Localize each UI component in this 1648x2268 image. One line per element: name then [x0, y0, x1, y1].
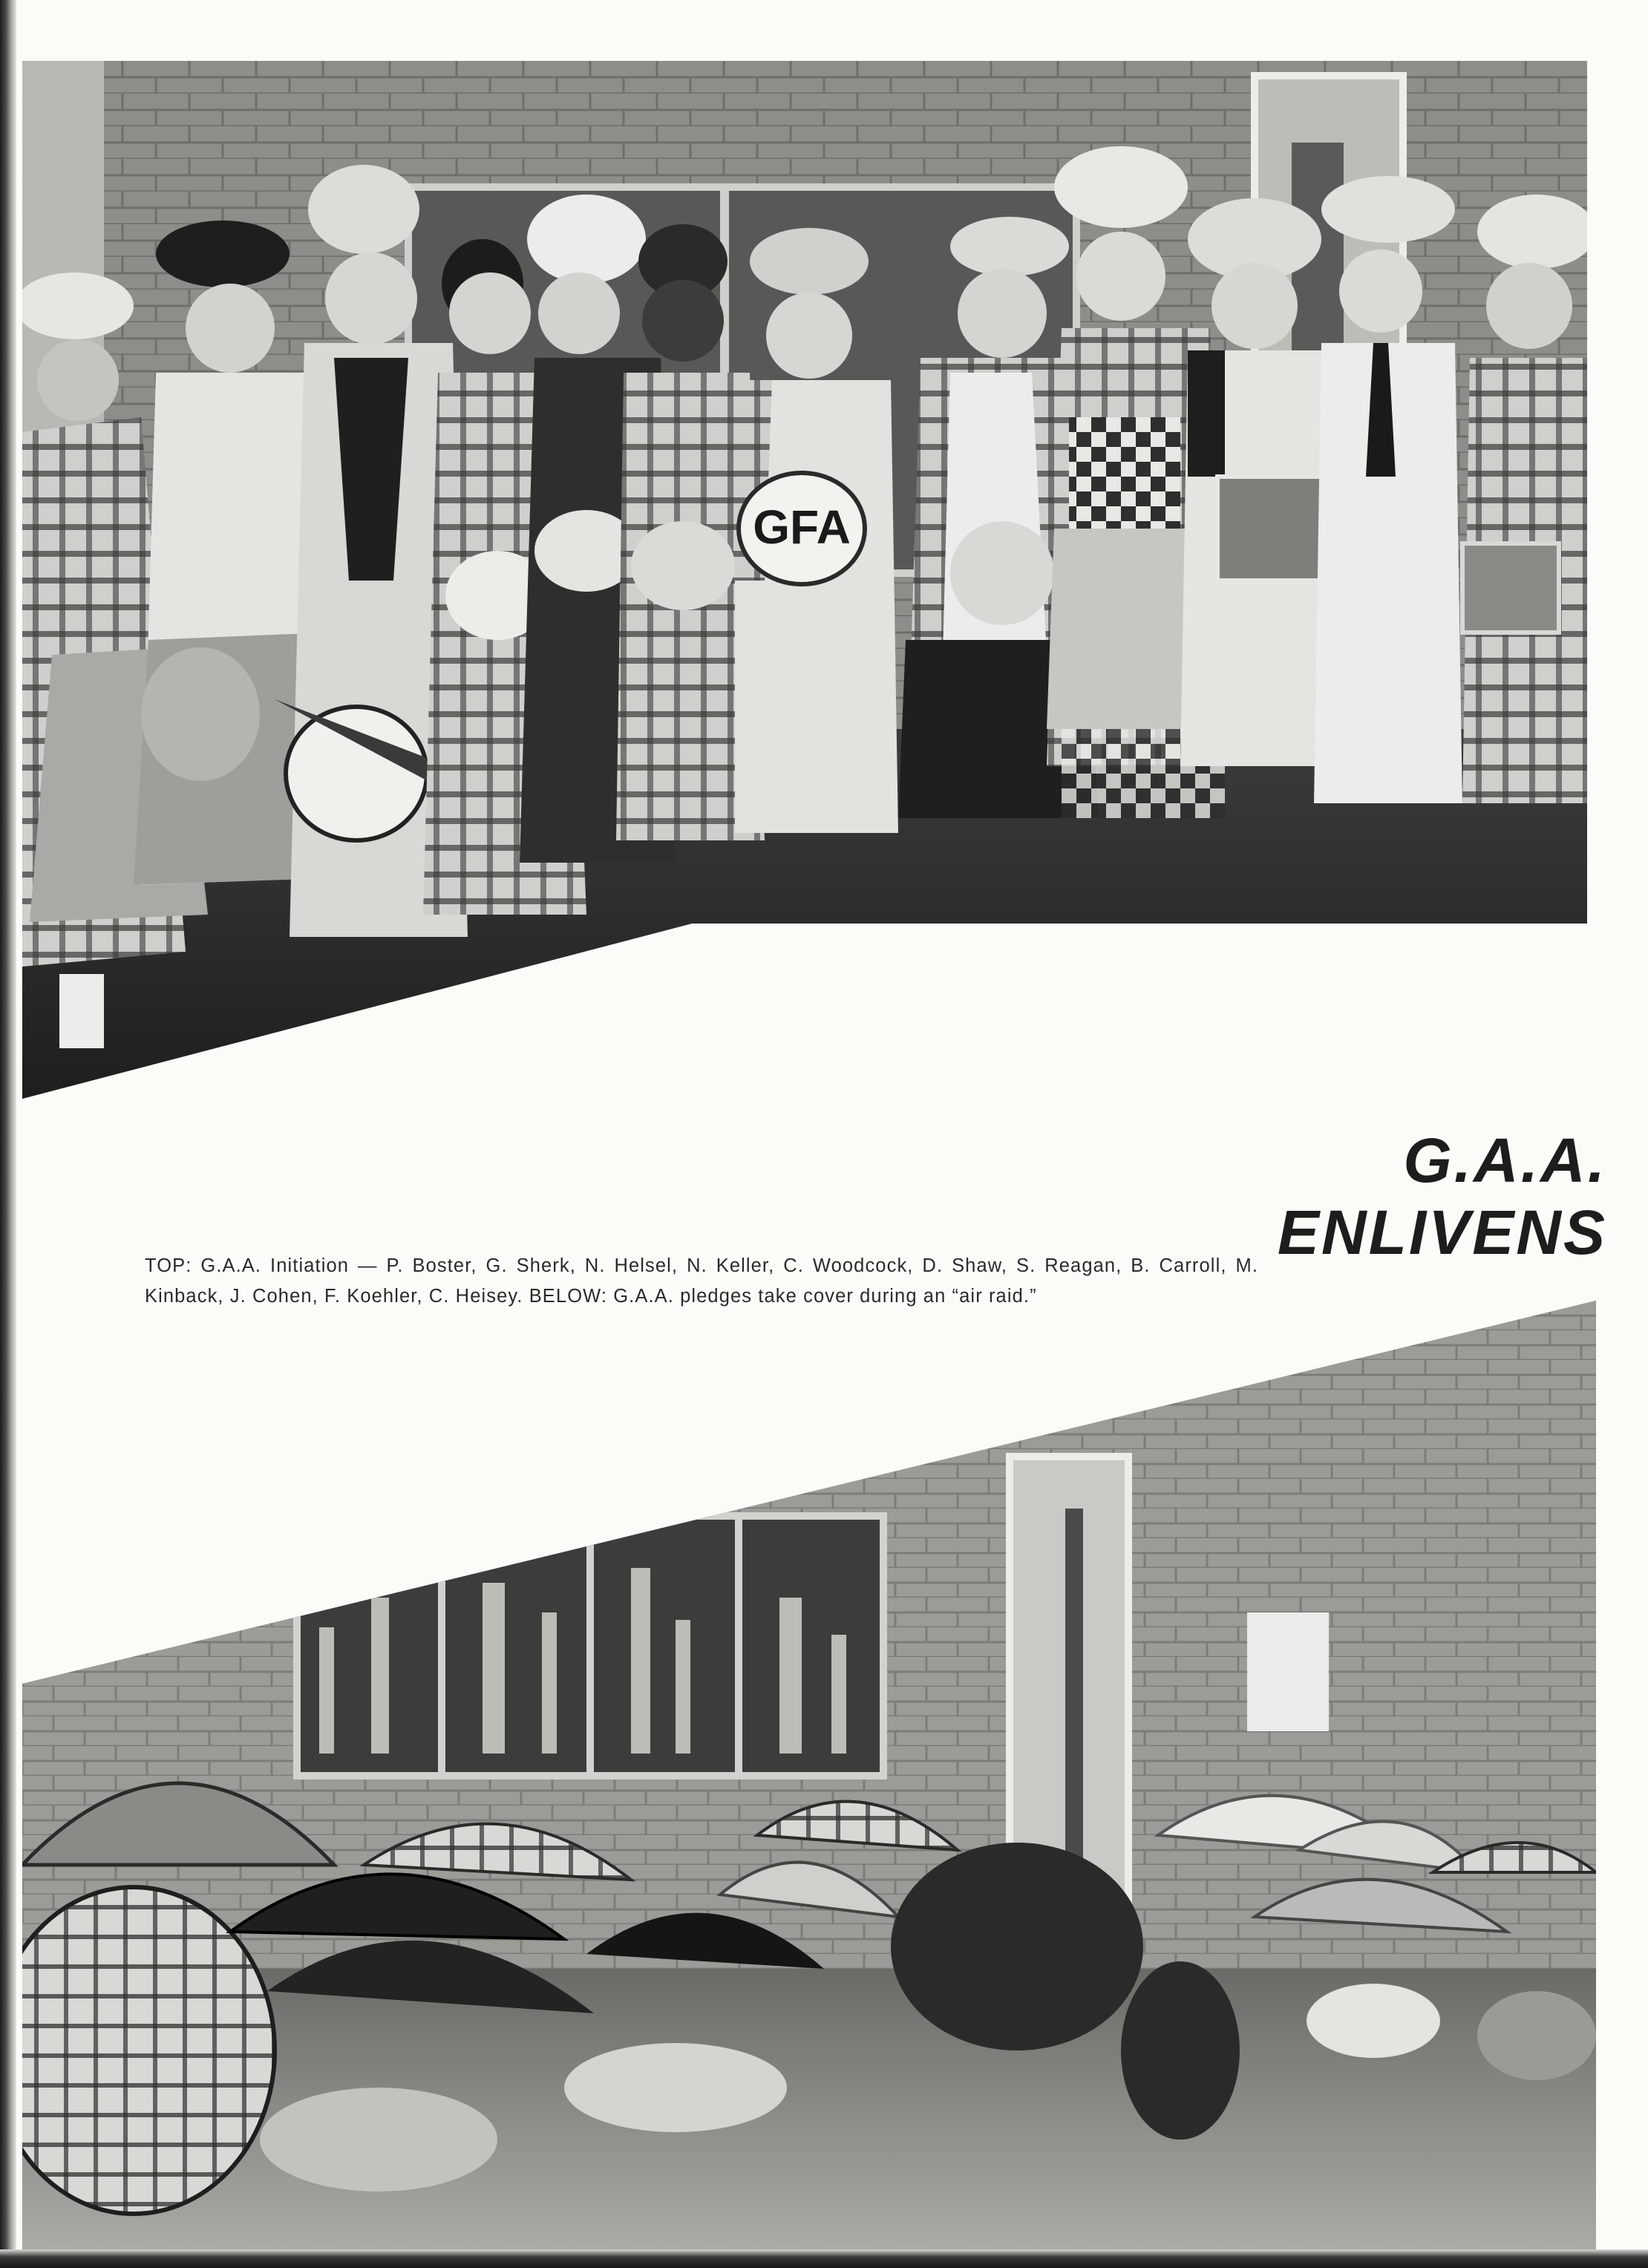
page-bottom-edge: [0, 2249, 1648, 2268]
page-binding-edge: [0, 0, 16, 2268]
top-photo-art: [22, 61, 1587, 1099]
bottom-photo-art: [22, 1301, 1596, 2249]
page-title: G.A.A. ENLIVENS: [1277, 1125, 1607, 1267]
top-photo-initiation: [22, 61, 1587, 1099]
bottom-photo-air-raid: [22, 1301, 1596, 2249]
photo-caption: TOP: G.A.A. Initiation — P. Boster, G. Sherk, N. Helsel, N. Keller, C. Woodcock, D. Shaw, S. Reagan, B. Carroll, M. Kinback, J. Cohen, F. Koehler, C. Heisey. BELOW: G.A.A. pledges take cover during an “air raid.”: [145, 1255, 1258, 1307]
bucket-lettering: GFA: [753, 500, 851, 554]
